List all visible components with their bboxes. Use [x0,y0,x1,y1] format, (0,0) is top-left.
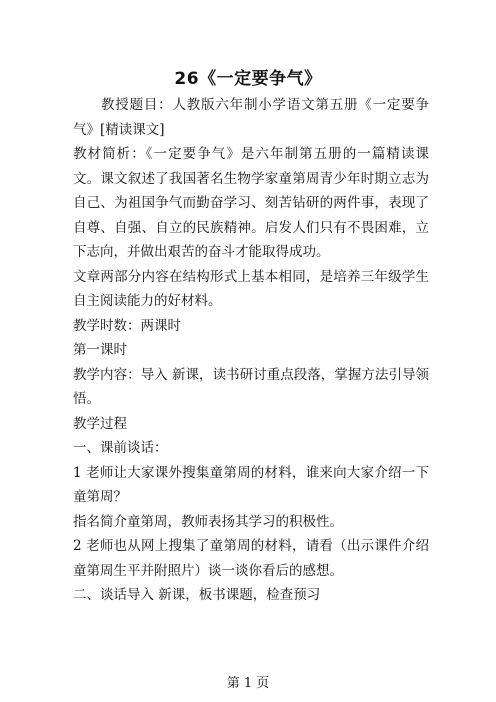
page-number: 第 1 页 [226,676,270,691]
paragraph-item-one: 1 老师让大家课外搜集童第周的材料，谁来向大家介绍一下童第周？ [73,464,429,505]
paragraph-hours: 教学时数：两课时 [73,317,181,334]
paragraph-content: 教学内容：导入 新课，读书研讨重点段落，掌握方法引导领悟。 [73,366,429,407]
paragraph-item-one-note: 指名简介童第周，教师表扬其学习的积极性。 [73,513,343,530]
document-body [73,93,429,608]
paragraph-structure: 文章两部分内容在结构形式上基本相同，是培养三年级学生自主阅读能力的好材料。 [73,268,429,309]
paragraph-first-lesson: 第一课时 [73,342,127,358]
paragraph-item-two: 2 老师也从网上搜集了童第周的材料，请看（出示课件介绍童第周生平并附照片）谈一谈你看后的感想。 [73,538,429,579]
paragraph-process: 教学过程 [73,415,127,432]
paragraph-section-one: 一、课前谈话： [73,440,168,456]
paragraph-topic: 教授题目：人教版六年制小学语文第五册《一定要争气》[精读课文] [73,97,429,138]
document-title: 26《一定要争气》 [174,69,322,89]
paragraph-analysis: 教材简析：《一定要争气》是六年制第五册的一篇精读课文。课文叙述了我国著名生物学家童第周青少年时期立志为自己、为祖国争气而勤奋学习、刻苦钻研的两件事，表现了自尊、自强、自立的民族精神。启发人们只有不畏困难，立下志向，并做出艰苦的奋斗才能取得成功。 [73,146,429,260]
paragraph-section-two: 二、谈话导入 新课，板书课题，检查预习 [73,587,321,603]
